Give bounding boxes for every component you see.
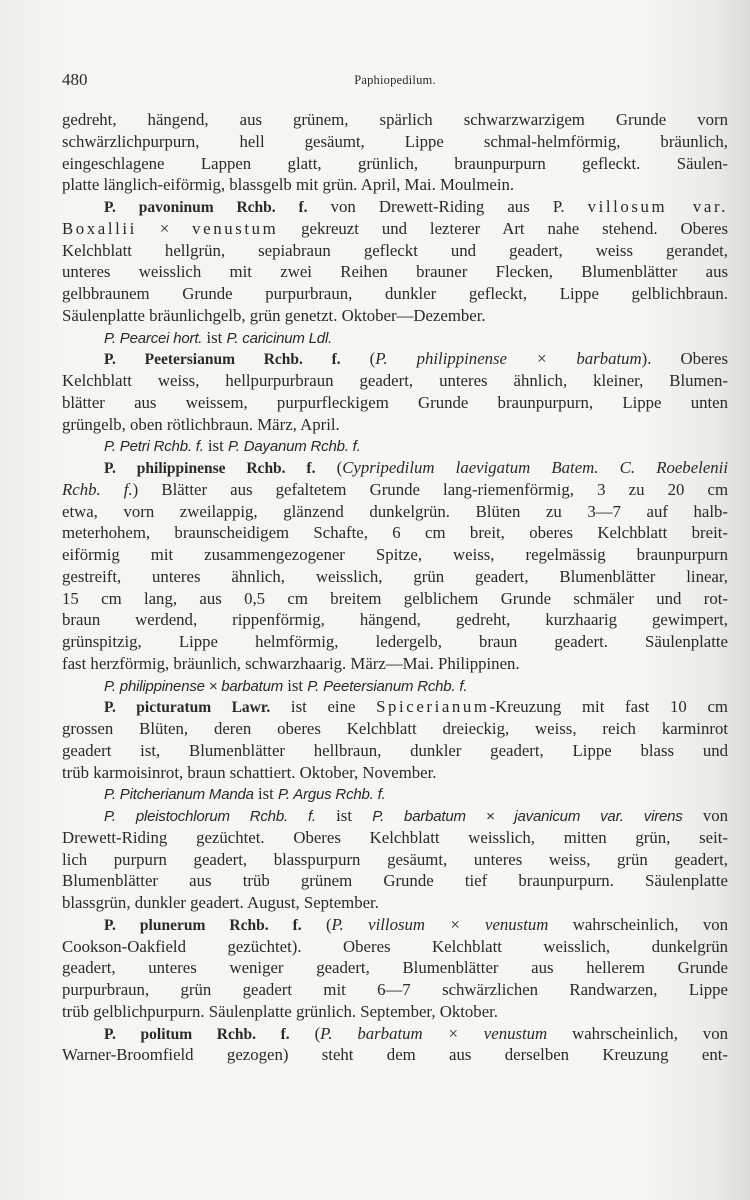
text-line (62, 957, 728, 979)
text-line (62, 196, 728, 218)
text-segment: Warner-Broomfield gezogen) steht dem aus derselben Kreuzung ent- (62, 1045, 728, 1065)
text-line (62, 370, 728, 392)
text-segment: trüb karmoisinrot, braun schattiert. Oktober, November. (62, 762, 437, 782)
text-segment: ist (202, 327, 227, 347)
text-segment: geadert ist, Blumenblätter hellbraun, dunkler geadert, Lippe blass und (62, 740, 728, 760)
spaced-text: Boxallii (62, 218, 137, 238)
text-line (62, 979, 728, 1001)
text-segment: braun werdend, rippenförmig, hängend, gedreht, kurzhaarig gewimpert, (62, 610, 728, 630)
text-segment: lich purpurn geadert, blasspurpurn gesäumt, unteres weiss, grün geadert, (62, 849, 728, 869)
synonym-name: P. Petri Rchb. f. (104, 438, 204, 456)
text-segment: Säulenplatte bräunlichgelb, grün genetzt. Oktober—Dezember. (62, 305, 486, 325)
synonym-name: P. barbatum × javanicum var. virens (372, 808, 683, 825)
synonym-name: P. Pearcei hort. (104, 329, 203, 347)
text-segment: wahrscheinlich, von (548, 914, 728, 934)
italic-text: P. villosum × venustum (331, 914, 549, 934)
text-segment: Cookson-Oakfield gezüchtet). Oberes Kelchblatt weisslich, dunkelgrün (62, 936, 728, 956)
text-line (62, 566, 728, 588)
text-line (62, 240, 728, 262)
synonym-name: P. pleistochlorum Rchb. f. (104, 808, 316, 825)
text-segment: von (682, 806, 728, 825)
text-line (62, 762, 728, 784)
text-segment: 15 cm lang, aus 0,5 cm breitem gelblichem Grunde schmäler und rot- (62, 588, 728, 608)
text-line (62, 501, 728, 523)
text-line (62, 653, 728, 675)
text-segment: ( (301, 914, 332, 934)
text-line (62, 870, 728, 892)
species-name: P. politum Rchb. f. (104, 1025, 290, 1043)
text-line (62, 131, 728, 153)
text-segment: gekreuzt und lezterer Art nahe stehend. Oberes (278, 218, 728, 238)
text-line (62, 218, 728, 240)
page-header (62, 70, 728, 90)
text-line (62, 827, 728, 849)
text-line (62, 479, 728, 501)
species-name: P. Peetersianum Rchb. f. (104, 351, 341, 369)
text-segment: ist (203, 436, 228, 456)
text-line (62, 1023, 728, 1045)
text-segment: Kelchblatt weiss, hellpurpurbraun geadert, unteres ähnlich, kleiner, Blumen- (62, 371, 728, 390)
text-line (62, 327, 728, 349)
text-line (62, 522, 728, 544)
species-name: P. plunerum Rchb. f. (104, 916, 302, 934)
text-line (62, 153, 728, 175)
text-line (62, 457, 728, 479)
text-segment: von Drewett-Riding aus P. (307, 197, 588, 216)
text-line (62, 609, 728, 631)
page-number: 480 (62, 70, 88, 89)
synonym-name: P. Argus Rchb. f. (278, 786, 386, 804)
text-line (62, 805, 728, 827)
text-segment: eiförmig mit zusammengezogener Spitze, weiss, regelmässig braunpurpurn (62, 545, 728, 564)
text-segment: etwa, vorn zweilappig, glänzend dunkelgrün. Blüten zu 3—7 auf halb- (62, 501, 728, 521)
text-line (62, 936, 728, 958)
text-segment: trüb gelblichpurpurn. Säulenplatte grünlich. September, Oktober. (62, 1001, 499, 1021)
page-body-text (62, 109, 728, 1066)
species-name: P. pavoninum Rchb. f. (104, 199, 308, 216)
synonym-name: P. Pitcherianum Manda (104, 786, 254, 804)
text-segment: grünspitzig, Lippe helmförmig, ledergelb, braun geadert. Säulenplatte (62, 632, 728, 651)
text-line (62, 544, 728, 566)
species-name: P. picturatum Lawr. (104, 699, 271, 717)
species-name: P. philippinense Rchb. f. (104, 460, 316, 477)
italic-text: Cypripedilum laevigatum Batem. C. Roebelenii (342, 458, 728, 477)
text-line (62, 849, 728, 871)
text-line (62, 435, 728, 457)
text-line (62, 109, 728, 131)
text-line (62, 1044, 728, 1066)
italic-text: P. philippinense × barbatum (375, 349, 642, 369)
text-segment: grüngelb, oben rötlichbraun. März, April. (62, 414, 340, 434)
text-segment: eingeschlagene Lappen glatt, grünlich, braunpurpurn gefleckt. Säulen- (62, 153, 728, 173)
text-line (62, 675, 728, 697)
text-segment: ( (289, 1023, 321, 1043)
text-segment: Drewett-Riding gezüchtet. Oberes Kelchblatt weisslich, mitten grün, seit- (62, 827, 728, 847)
text-segment: gestreift, unteres ähnlich, weisslich, grün geadert, Blumenblätter linear, (62, 566, 728, 586)
text-line (62, 914, 728, 936)
text-segment: -Kreuzung mit fast 10 cm (489, 697, 728, 717)
text-line (62, 740, 728, 762)
italic-text: P. barbatum × venustum (320, 1023, 548, 1043)
text-line (62, 696, 728, 718)
text-segment: ( (315, 458, 343, 477)
spaced-text: venustum (192, 218, 279, 238)
text-segment: Kelchblatt hellgrün, sepiabraun gefleckt und geadert, weiss gerandet, (62, 240, 728, 260)
text-segment: × (136, 218, 193, 238)
text-segment: ) Blätter aus gefaltetem Grunde lang-riemenförmig, 3 zu 20 cm (132, 479, 728, 499)
text-segment: ist (253, 784, 279, 804)
italic-text: Rchb. f. (62, 479, 133, 499)
spaced-text: villosum var. (587, 197, 728, 216)
text-segment: ist (315, 806, 373, 825)
synonym-name: P. Dayanum Rchb. f. (227, 438, 361, 456)
synonym-name: P. caricinum Ldl. (226, 329, 333, 347)
synonym-name: P. Peetersianum Rchb. f. (307, 677, 468, 695)
text-line (62, 174, 728, 196)
running-title: Paphiopedilum. (354, 73, 436, 87)
text-line (62, 414, 728, 436)
text-segment: Blumenblätter aus trüb grünem Grunde tief braunpurpurn. Säulenplatte (62, 871, 728, 891)
text-line (62, 305, 728, 327)
text-segment: ist (283, 675, 308, 695)
text-segment: gelbbraunem Grunde purpurbraun, dunkler gefleckt, Lippe gelblichbraun. (62, 284, 728, 303)
text-line (62, 283, 728, 305)
text-line (62, 392, 728, 414)
synonym-name: P. philippinense × barbatum (104, 677, 284, 695)
text-segment: grossen Blüten, deren oberes Kelchblatt dreieckig, weiss, reich karminrot (62, 719, 728, 738)
text-segment: schwärzlichpurpurn, hell gesäumt, Lippe schmal-helmförmig, bräunlich, (62, 131, 728, 151)
text-line (62, 348, 728, 370)
text-segment: wahrscheinlich, von (547, 1023, 728, 1043)
text-segment: fast herzförmig, bräunlich, schwarzhaarig. März—Mai. Philippinen. (62, 653, 520, 673)
text-line (62, 631, 728, 653)
text-line (62, 718, 728, 740)
text-segment: purpurbraun, grün geadert mit 6—7 schwärzlichen Randwarzen, Lippe (62, 980, 728, 999)
text-segment: gedreht, hängend, aus grünem, spärlich schwarzwarzigem Grunde vorn (62, 110, 728, 129)
text-line (62, 588, 728, 610)
text-segment: ). Oberes (641, 349, 728, 369)
text-line (62, 1001, 728, 1023)
text-segment: ist eine (270, 697, 377, 717)
text-segment: blassgrün, dunkler geadert. August, September. (62, 893, 379, 912)
text-segment: meterhohem, braunscheidigem Schafte, 6 cm breit, oberes Kelchblatt breit- (62, 523, 728, 543)
text-segment: blätter aus weissem, purpurfleckigem Grunde braunpurpurn, Lippe unten (62, 392, 728, 412)
spaced-text: Spicerianum (376, 697, 490, 717)
text-line (62, 261, 728, 283)
text-line (62, 892, 728, 914)
text-segment: ( (340, 349, 376, 369)
text-segment: geadert, unteres weniger geadert, Blumenblätter aus hellerem Grunde (62, 958, 728, 978)
text-line (62, 783, 728, 805)
text-segment: unteres weisslich mit zwei Reihen brauner Flecken, Blumenblätter aus (62, 262, 728, 282)
text-segment: platte länglich-eiförmig, blassgelb mit grün. April, Mai. Moulmein. (62, 175, 515, 195)
